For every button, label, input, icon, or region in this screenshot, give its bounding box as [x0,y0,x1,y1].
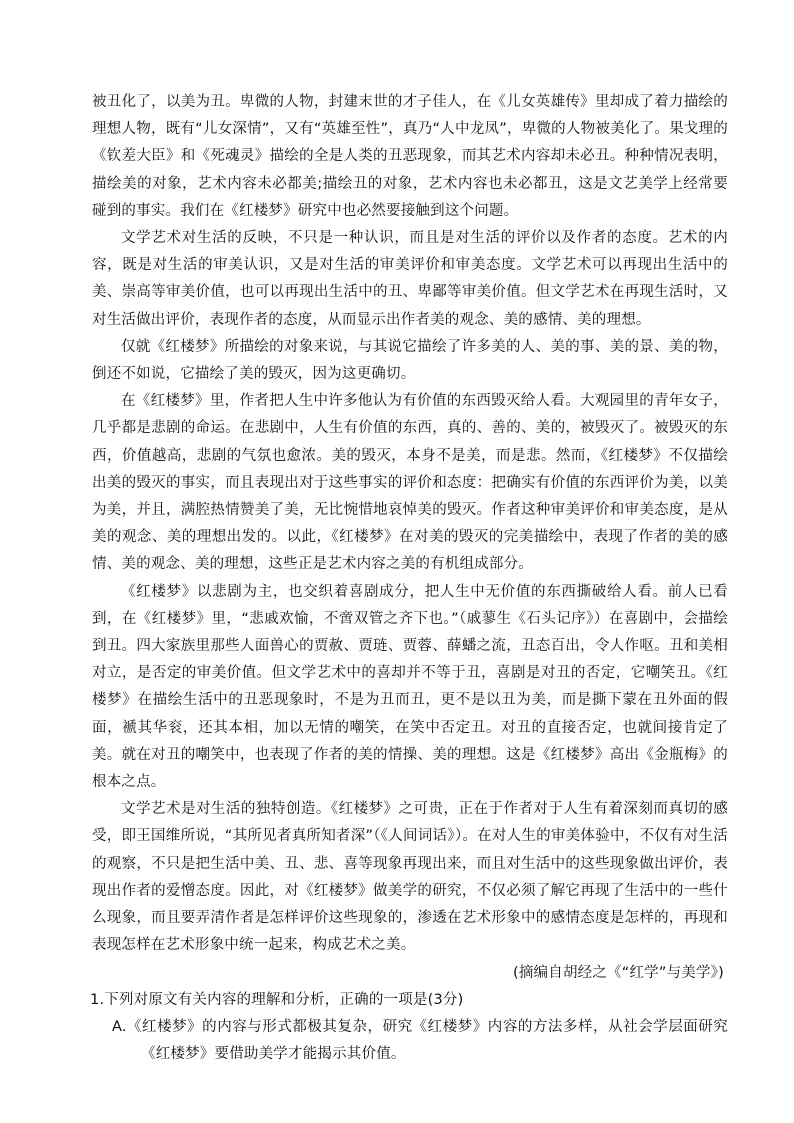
reading-passage [92,89,728,1068]
paragraph-6: 文学艺术是对生活的独特创造。《红楼梦》之可贵，正在于作者对于人生有着深刻而真切的感受，即王国维所说，“其所见者真所知者深”（《人间词话》）。在对人生的审美体验中，不仅有对生活的观察，不只是把生活中美、丑、悲、喜等现象再现出来，而且对生活中的这些现象做出评价，表现出作者的爱憎态度。因此，对《红楼梦》做美学的研究，不仅必须了解它再现了生活中的一些什么现象，而且要弄清作者是怎样评价这些现象的，渗透在艺术形象中的感情态度是怎样的，再现和表现怎样在艺术形象中统一起来，构成艺术之美。 [92,801,728,954]
paragraph-5: 《红楼梦》以悲剧为主，也交织着喜剧成分，把人生中无价值的东西撕破给人看。前人已看到，在《红楼梦》里，“悲戚欢愉，不啻双管之齐下也。”（戚蓼生《石头记序》）在喜剧中，会描绘到丑。四大家族里那些人面兽心的贾赦、贾琏、贾蓉、薛蟠之流，丑态百出，令人作呕。丑和美相对立，是否定的审美价值。但文学艺术中的喜却并不等于丑，喜剧是对丑的否定，它嘲笑丑。《红楼梦》在描绘生活中的丑恶现象时，不是为丑而丑，更不是以丑为美，而是撕下蒙在丑外面的假面，褫其华衮，还其本相，加以无情的嘲笑，在笑中否定丑。对丑的直接否定，也就间接肯定了美。就在对丑的嘲笑中，也表现了作者的美的情操、美的理想。这是《红楼梦》高出《金瓶梅》的根本之点。 [92,583,728,791]
paragraph-3: 仅就《红楼梦》所描绘的对象来说，与其说它描绘了许多美的人、美的事、美的景、美的物，倒还不如说，它描绘了美的毁灭，因为这更确切。 [92,338,728,383]
paragraph-1: 被丑化了，以美为丑。卑微的人物，封建末世的才子佳人，在《儿女英雄传》里却成了着力描绘的理想人物，既有“儿女深情”，又有“英雄至性”，真乃“人中龙凤”，卑微的人物被美化了。果戈理的《钦差大臣》和《死魂灵》描绘的全是人类的丑恶现象，而其艺术内容却未必丑。种种情况表明，描绘美的对象，艺术内容未必都美;描绘丑的对象，艺术内容也未必都丑，这是文艺美学上经常要碰到的事实。我们在《红楼梦》研究中也必然要接触到这个问题。 [92,94,728,219]
question-stem: 1.下列对原文有关内容的理解和分析，正确的一项是(3分) [90,991,464,1008]
option-a: A.《红楼梦》的内容与形式都极其复杂，研究《红楼梦》内容的方法多样，从社会学层面研究《红楼梦》要借助美学才能揭示其价值。 [112,1018,728,1063]
source-citation: (摘编自胡经之《“红学”与美学》) [513,964,724,981]
paragraph-2: 文学艺术对生活的反映，不只是一种认识，而且是对生活的评价以及作者的态度。艺术的内容，既是对生活的审美认识，又是对生活的审美评价和审美态度。文学艺术可以再现出生活中的美、崇高等审美价值，也可以再现出生活中的丑、卑鄙等审美价值。但文学艺术在再现生活时，又对生活做出评价，表现作者的态度，从而显示出作者美的观念、美的感情、美的理想。 [92,230,728,328]
paragraph-4: 在《红楼梦》里，作者把人生中许多他认为有价值的东西毁灭给人看。大观园里的青年女子，几乎都是悲剧的命运。在悲剧中，人生有价值的东西，真的、善的、美的，被毁灭了。被毁灭的东西，价值越高，悲剧的气氛也愈浓。美的毁灭，本身不是美，而是悲。然而，《红楼梦》不仅描绘出美的毁灭的事实，而且表现出对于这些事实的评价和态度：把确实有价值的东西评价为美，以美为美，并且，满腔热情赞美了美，无比惋惜地哀悼美的毁灭。作者这种审美评价和审美态度，是从美的观念、美的理想出发的。以此，《红楼梦》在对美的毁灭的完美描绘中，表现了作者的美的感情、美的观念、美的理想，这些正是艺术内容之美的有机组成部分。 [92,393,728,573]
